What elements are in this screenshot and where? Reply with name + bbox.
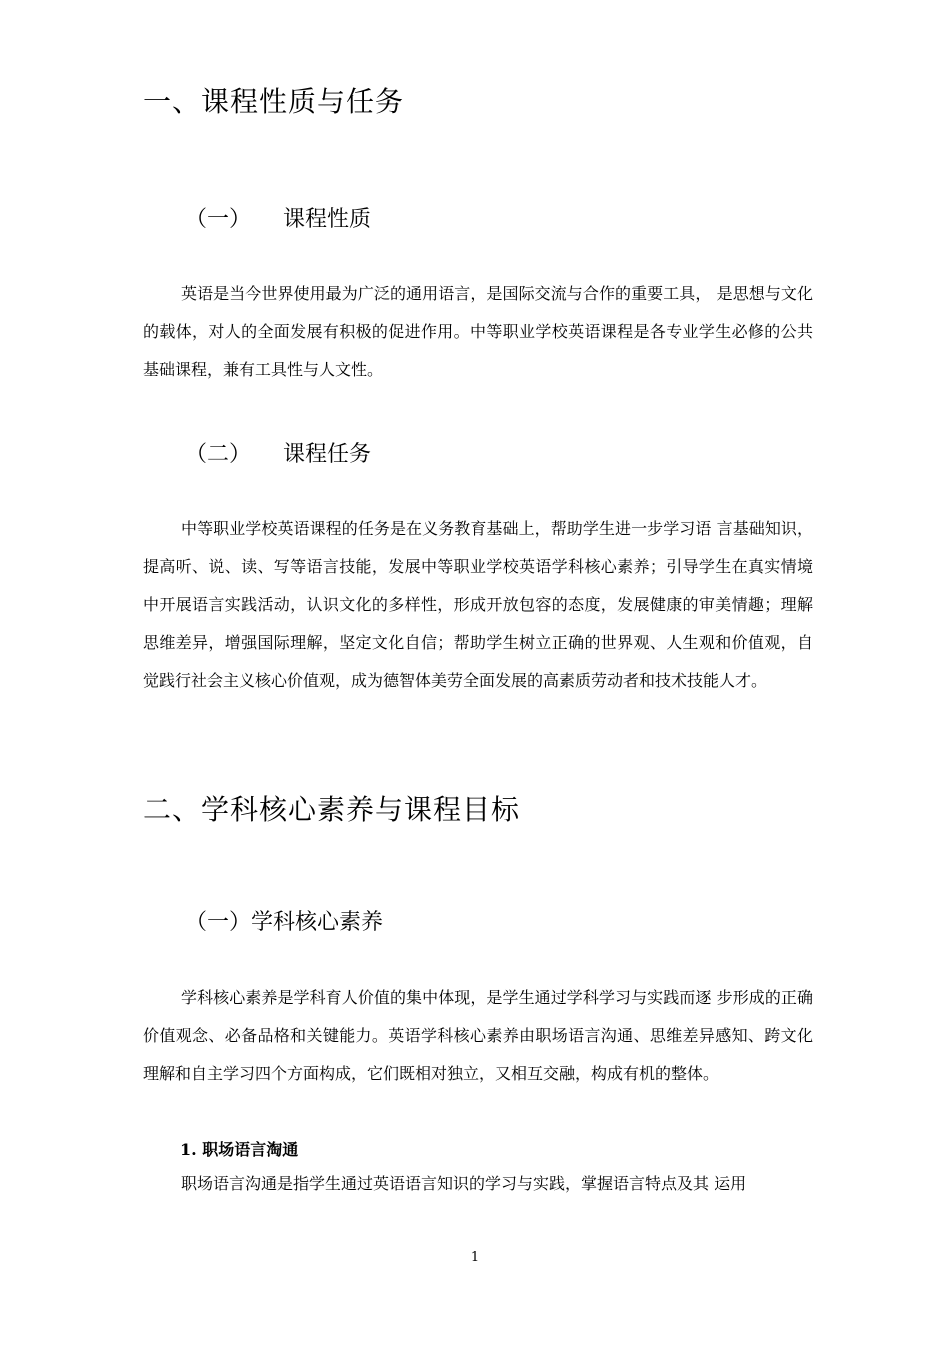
page-number: 1 [470, 1250, 480, 1265]
section-1-2-paragraph: 中等职业学校英语课程的任务是在义务教育基础上，帮助学生进一步学习语 言基础知识，提高听、说、读、写等语言技能，发展中等职业学校英语学科核心素养；引导学生在真实情境中开展语言实践活动，认识文化的多样性，形成开放包容的态度，发展健康的审美情趣；理解思维差异，增强国际理解，坚定文化自信；帮助学生树立正确的世界观、人生观和价值观，自觉践行社会主义核心价值观，成为德智体美劳全面发展的高素质劳动者和技术技能人才。 [143, 519, 813, 690]
section-1-2-title: 课程任务 [283, 442, 372, 467]
section-1-2-number: （二） [185, 442, 252, 467]
section-1-1-paragraph: 英语是当今世界使用最为广泛的通用语言，是国际交流与合作的重要工具， 是思想与文化的载体，对人的全面发展有积极的促进作用。中等职业学校英语课程是各专业学生必修的公共基础课程，兼有工具性与人文性。 [143, 284, 813, 379]
item-1-title: 1. 职场语言淘通 [180, 1140, 299, 1159]
section-2-heading: 二、学科核心素养与课程目标 [143, 793, 521, 826]
section-2-1-heading: （一）学科核心素养 [185, 910, 384, 935]
item-1-paragraph: 职场语言沟通是指学生通过英语语言知识的学习与实践，掌握语言特点及其 运用 [181, 1174, 747, 1193]
section-1-2-heading [185, 437, 371, 468]
section-2-1-paragraph: 学科核心素养是学科育人价值的集中体现，是学生通过学科学习与实践而逐 步形成的正确价值观念、必备品格和关键能力。英语学科核心素养由职场语言沟通、思维差异感知、跨文化理解和自主学习四个方面构成，它们既相对独立，又相互交融，构成有机的整体。 [143, 988, 813, 1083]
section-1-heading: 一、课程性质与任务 [143, 85, 405, 118]
section-1-1-heading [185, 202, 371, 233]
section-1-1-title: 课程性质 [283, 207, 372, 232]
section-1-1-number: （一） [185, 207, 252, 232]
